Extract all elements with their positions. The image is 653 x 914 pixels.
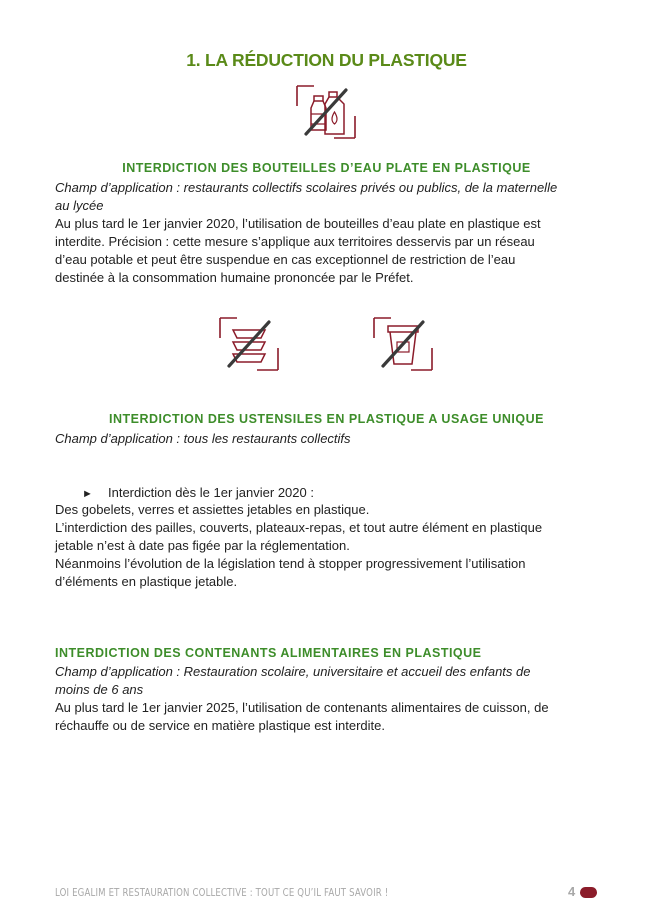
body-line: d’eau potable et peut être suspendue en cas exceptionnel de restriction de l’eau (55, 252, 516, 267)
no-plastic-bottles-icon (294, 84, 358, 140)
footer-text: LOI EGALIM ET RESTAURATION COLLECTIVE : TOUT CE QU’IL FAUT SAVOIR ! (55, 886, 389, 899)
scope-line: moins de 6 ans (55, 682, 144, 697)
body-line: jetable n’est à date pas figée par la réglementation. (55, 538, 350, 553)
page-number: 4 (568, 884, 576, 899)
body-line: interdite. Précision : cette mesure s’applique aux territoires desservis par un réseau (55, 234, 535, 249)
page-title: 1. LA RÉDUCTION DU PLASTIQUE (186, 50, 467, 70)
section-heading-containers: INTERDICTION DES CONTENANTS ALIMENTAIRES EN PLASTIQUE (55, 646, 482, 660)
body-line: Au plus tard le 1er janvier 2020, l’utilisation de bouteilles d’eau plate en plastique est (55, 216, 541, 231)
body-line: Des gobelets, verres et assiettes jetables en plastique. (55, 502, 370, 517)
no-plastic-plates-icon (217, 316, 281, 372)
scope-line: Champ d’application : restaurants collectifs scolaires privés ou publics, de la maternelle (55, 180, 558, 195)
body-line: destinée à la consommation humaine prononcée par le Préfet. (55, 270, 414, 285)
body-line: L’interdiction des pailles, couverts, plateaux-repas, et tout autre élément en plastique (55, 520, 543, 535)
page-marker-pill (580, 887, 597, 898)
section-heading-utensils: INTERDICTION DES USTENSILES EN PLASTIQUE A USAGE UNIQUE (109, 412, 544, 426)
scope-line: Champ d’application : tous les restaurants collectifs (55, 431, 351, 446)
section-heading-bottles: INTERDICTION DES BOUTEILLES D’EAU PLATE EN PLASTIQUE (122, 161, 531, 175)
bullet-arrow-icon: ► (82, 488, 93, 500)
scope-line: au lycée (55, 198, 104, 213)
body-line: Au plus tard le 1er janvier 2025, l’utilisation de contenants alimentaires de cuisson, de (55, 700, 549, 715)
body-line: Néanmoins l’évolution de la législation tend à stopper progressivement l’utilisation (55, 556, 526, 571)
body-line: d’éléments en plastique jetable. (55, 574, 238, 589)
bullet-text: Interdiction dès le 1er janvier 2020 : (108, 485, 314, 500)
no-plastic-cup-icon (371, 316, 435, 372)
scope-line: Champ d’application : Restauration scolaire, universitaire et accueil des enfants de (55, 664, 531, 679)
body-line: réchauffe ou de service en matière plastique est interdite. (55, 718, 386, 733)
